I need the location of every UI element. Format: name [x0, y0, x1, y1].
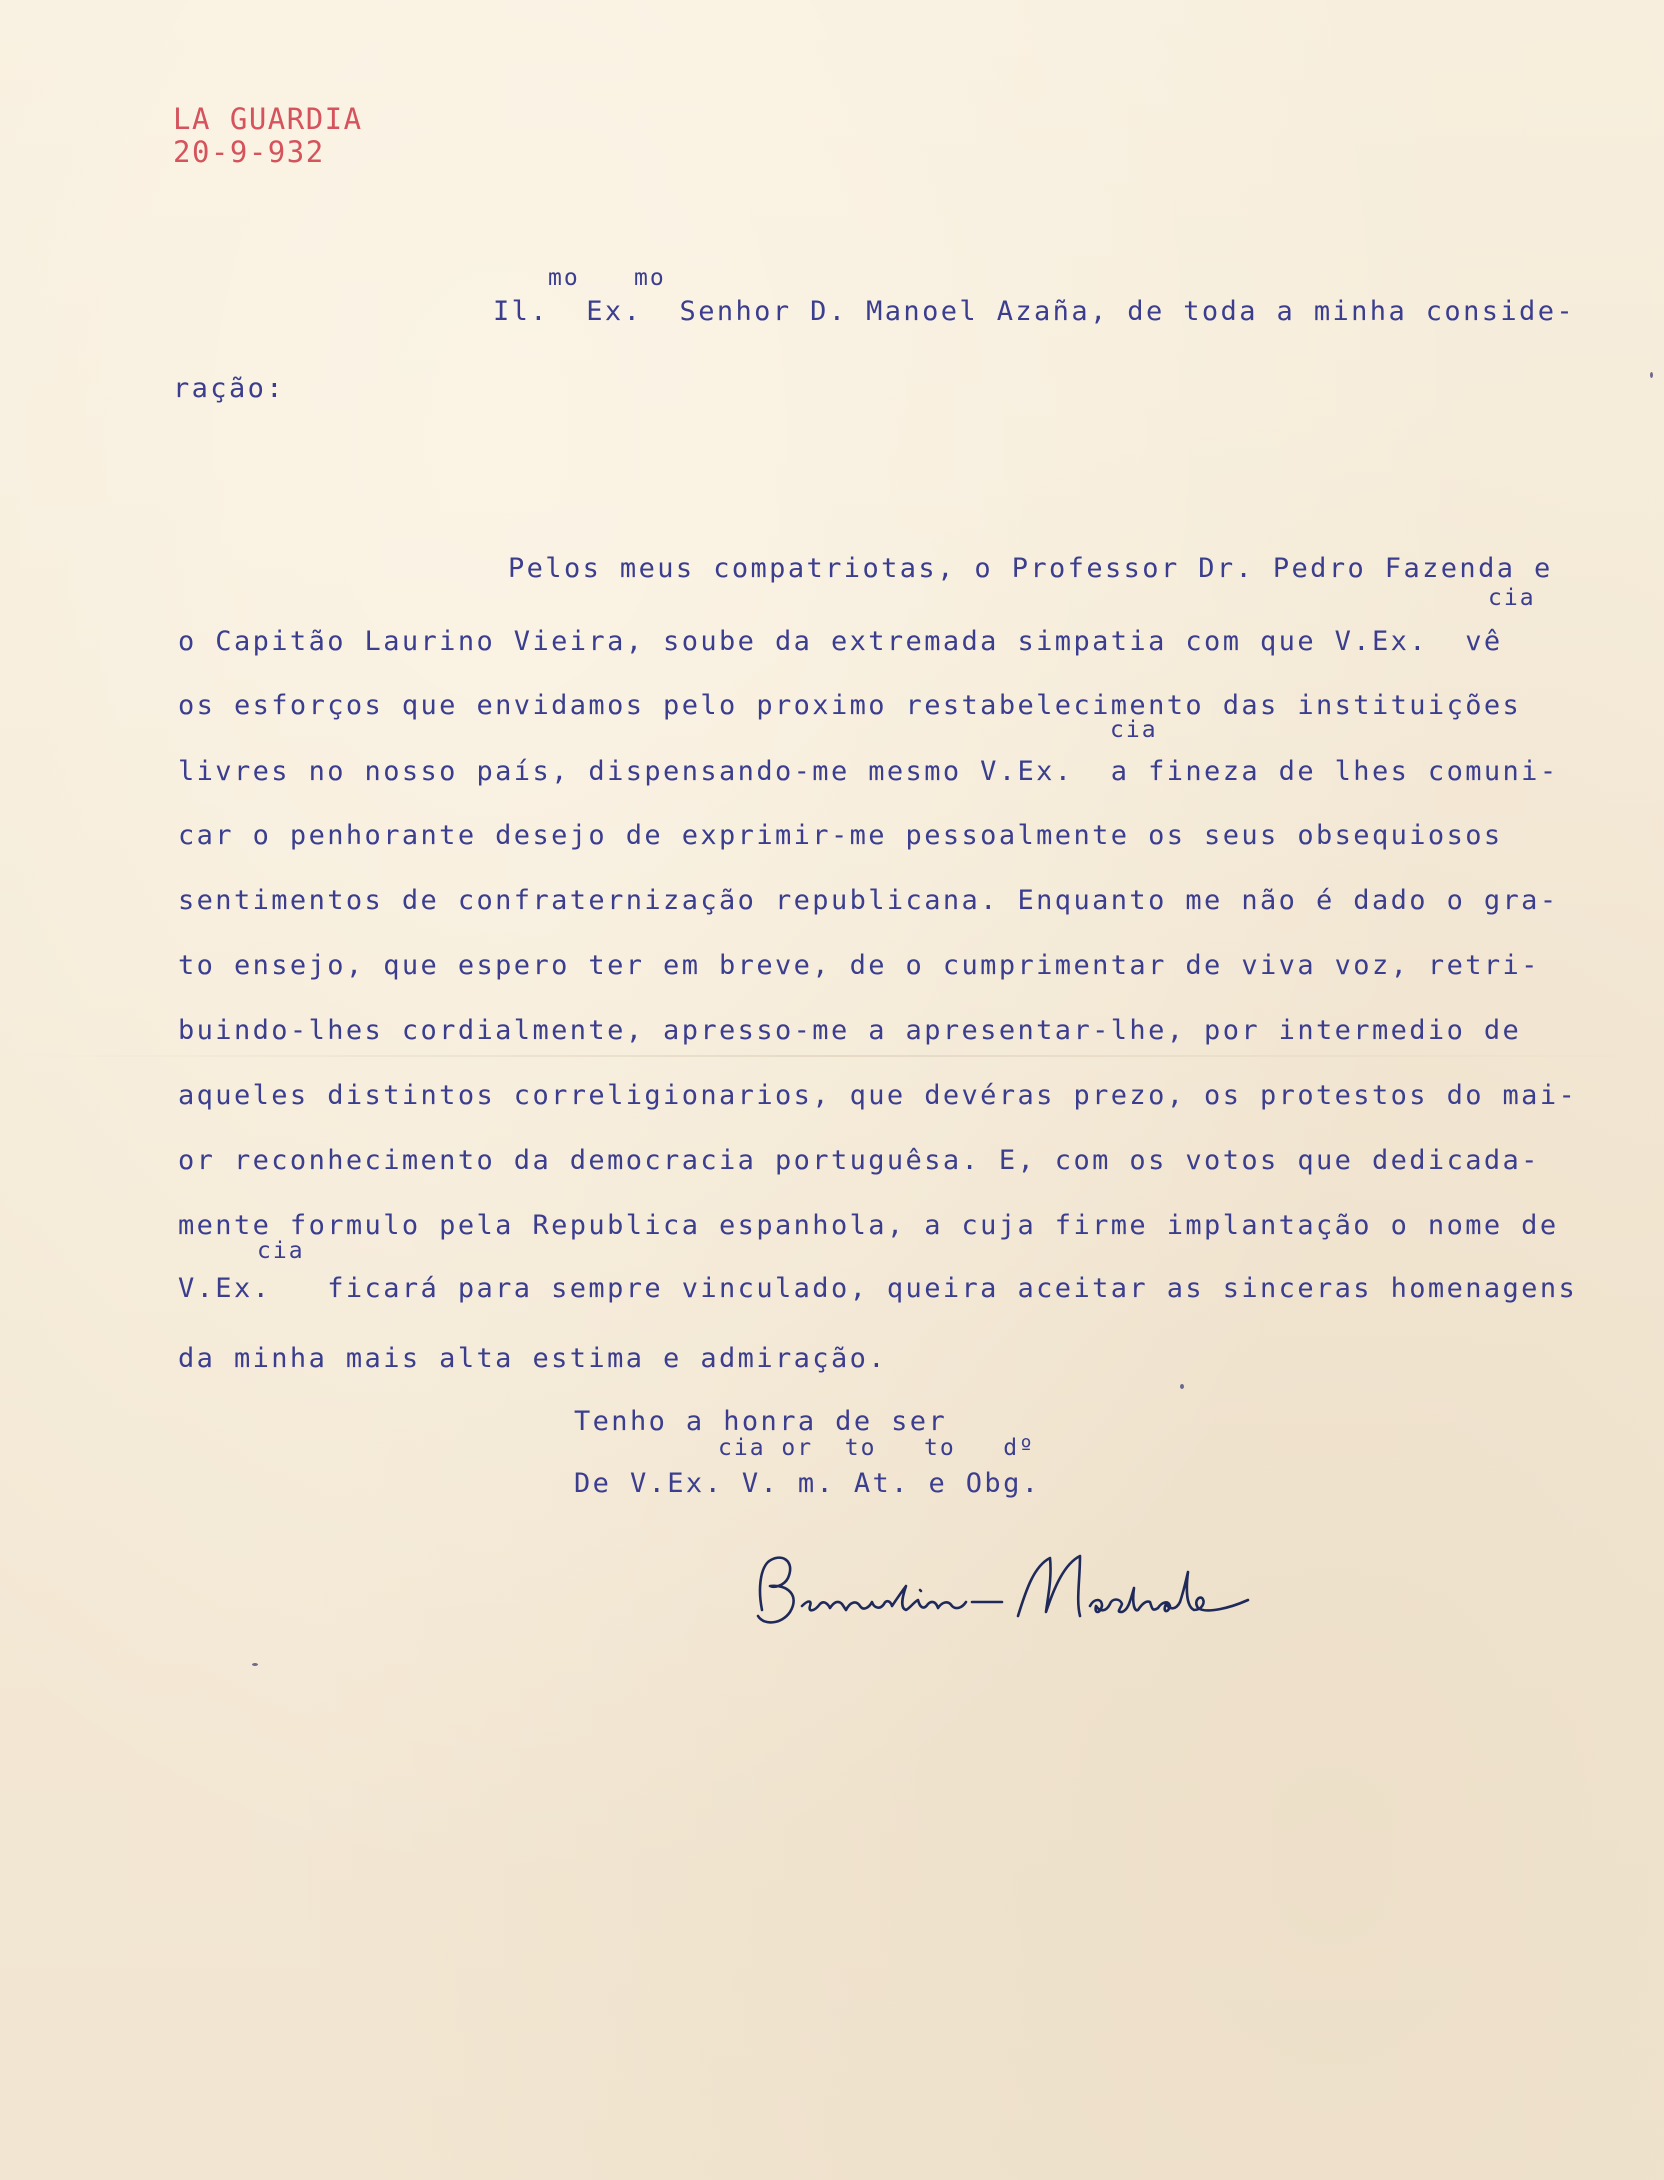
body-line-13: da minha mais alta estima e admiração. [178, 1343, 887, 1374]
salutation-line-1: Il. Ex. Senhor D. Manoel Azaña, de toda a minha conside- [493, 296, 1576, 327]
body-line-10: or reconhecimento da democracia portuguêsa. E, com os votos que dedicada- [178, 1145, 1540, 1176]
paper-speck [1650, 372, 1653, 378]
body-line-3: os esforços que envidamos pelo proximo restabelecimento das instituições [178, 690, 1522, 721]
paper-fold [0, 1055, 1664, 1057]
body-line-2: o Capitão Laurino Vieira, soube da extremada simpatia com que V.Ex. vê [178, 626, 1503, 657]
body-line-5: car o penhorante desejo de exprimir-me pessoalmente os seus obsequiosos [178, 820, 1503, 851]
body-superscript-4: cia [1110, 717, 1158, 743]
body-line-4: livres no nosso país, dispensando-me mesmo V.Ex. a fineza de lhes comuni- [178, 756, 1559, 787]
body-line-8: buindo-lhes cordialmente, apresso-me a apresentar-lhe, por intermedio de [178, 1015, 1522, 1046]
letter-place: LA GUARDIA [173, 102, 363, 136]
letter-date: 20-9-932 [173, 135, 325, 169]
body-line-1: Pelos meus compatriotas, o Professor Dr. Pedro Fazenda e [508, 553, 1553, 584]
salutation-superscript-2: mo [634, 265, 666, 291]
body-line-7: to ensejo, que espero ter em breve, de o cumprimentar de viva voz, retri- [178, 950, 1540, 981]
salutation-superscript-1: mo [548, 265, 580, 291]
body-line-6: sentimentos de confraternização republicana. Enquanto me não é dado o gra- [178, 885, 1559, 916]
paper-speck [1180, 1384, 1184, 1389]
closing-superscript-2: cia or to to dº [718, 1435, 1035, 1461]
paper-speck [252, 1663, 258, 1666]
closing-line-1: Tenho a honra de ser [574, 1406, 948, 1437]
body-line-11: mente formulo pela Republica espanhola, a cuja firme implantação o nome de [178, 1210, 1559, 1241]
body-superscript-12: cia [257, 1238, 305, 1264]
handwritten-signature [750, 1530, 1250, 1650]
body-line-12: V.Ex. ficará para sempre vinculado, queira aceitar as sinceras homenagens [178, 1273, 1578, 1304]
body-superscript-2: cia [1488, 585, 1536, 611]
salutation-line-2: ração: [173, 373, 285, 404]
body-line-9: aqueles distintos correligionarios, que devéras prezo, os protestos do mai- [178, 1080, 1578, 1111]
closing-line-2: De V.Ex. V. m. At. e Obg. [574, 1468, 1041, 1499]
